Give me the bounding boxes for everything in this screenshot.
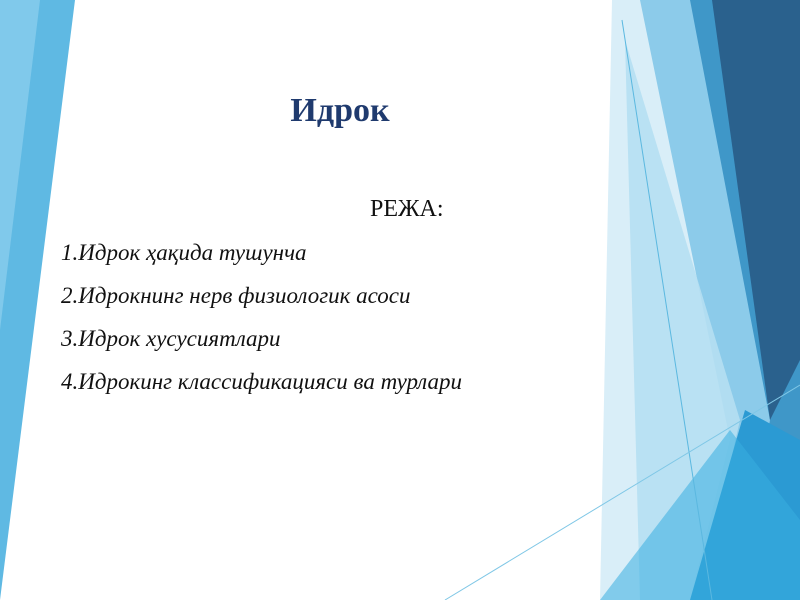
plan-item-2: 2.Идрокнинг нерв физиологик асоси (61, 283, 411, 308)
plan-list (61, 236, 462, 408)
plan-item-1: 1.Идрок ҳақида тушунча (61, 240, 307, 265)
slide-title: Идрок (290, 92, 390, 129)
plan-item-3: 3.Идрок хусусиятлари (61, 326, 281, 351)
plan-item-4: 4.Идрокинг классификацияси ва турлари (61, 369, 462, 394)
plan-heading: РЕЖА: (370, 196, 444, 222)
